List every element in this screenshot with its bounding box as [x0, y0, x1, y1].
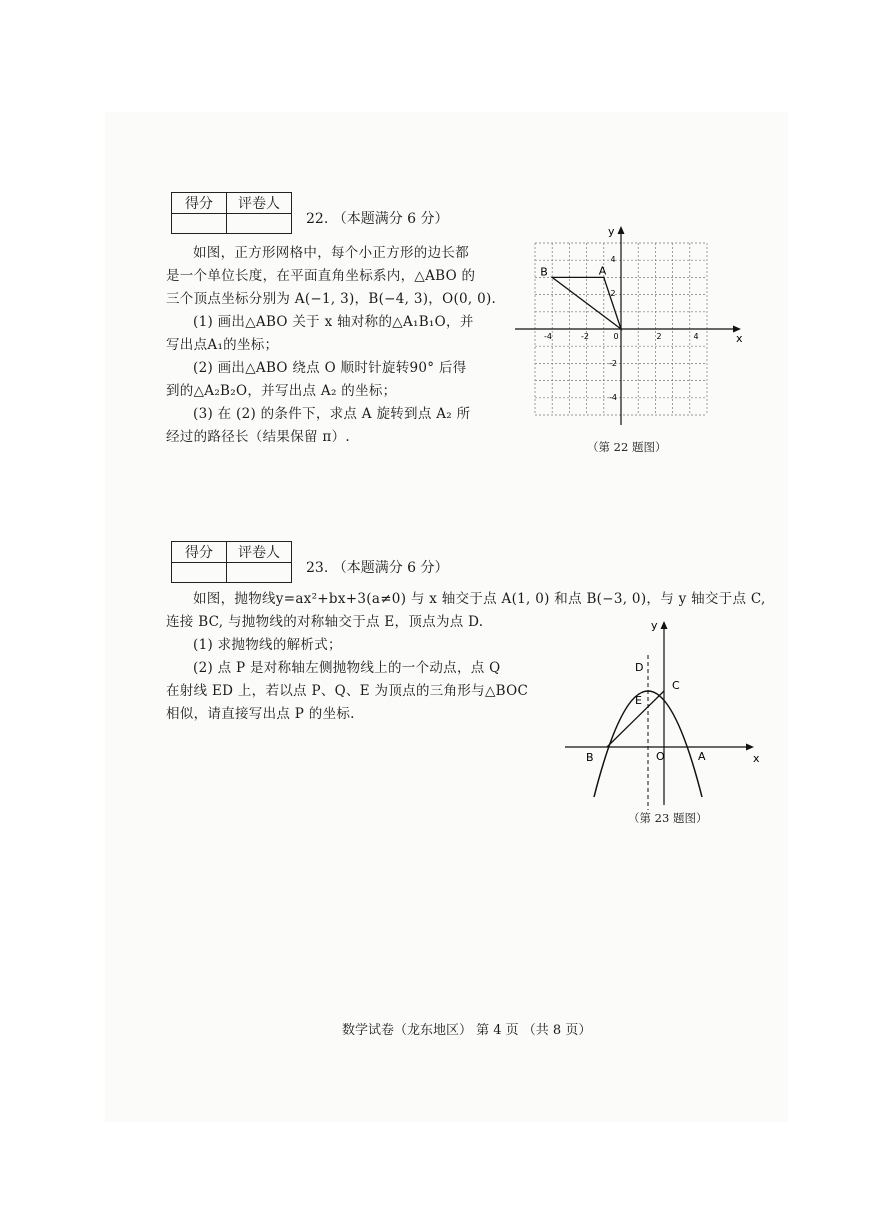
x-tick-label: 0 [613, 332, 619, 341]
origin-label: O [656, 750, 665, 763]
x-axis-label: x [753, 752, 760, 765]
q23-line: (1) 求抛物线的解析式； [193, 637, 342, 653]
point-d-label: D [635, 661, 644, 674]
y-tick-label: -2 [609, 359, 617, 368]
score-table-23 [171, 541, 292, 583]
y-axis-label: y [651, 619, 658, 632]
point-b-label: B [540, 265, 548, 279]
score-label: 得分 [172, 542, 227, 563]
q22-heading: 22. （本题满分 6 分） [306, 211, 449, 227]
q23-line: (2) 点 P 是对称轴左侧抛物线上的一个动点，点 Q [193, 660, 501, 676]
y-tick-label: 2 [610, 289, 616, 298]
y-axis-arrow-icon [618, 226, 625, 234]
q22-line: (2) 画出△ABO 绕点 O 顺时针旋转90° 后得 [193, 360, 467, 376]
point-b-label: B [586, 751, 594, 764]
q22-figure [510, 220, 755, 430]
q23-line: 在射线 ED 上，若以点 P、Q、E 为顶点的三角形与△BOC [166, 683, 529, 699]
score-label: 得分 [172, 193, 227, 214]
triangle-abo [552, 277, 621, 329]
q23-line: 相似，请直接写出点 P 的坐标. [166, 706, 355, 722]
q23-line: 如图，抛物线y=ax²+bx+3(a≠0) 与 x 轴交于点 A(1, 0) 和点 B(−3, 0)，与 y 轴交于点 C, [193, 591, 766, 607]
q23-line: 连接 BC, 与抛物线的对称轴交于点 E，顶点为点 D. [166, 614, 484, 630]
score-cell [172, 563, 227, 583]
score-cell [172, 214, 227, 234]
y-tick-label: 4 [610, 255, 616, 264]
q22-line: 经过的路径长（结果保留 π）. [166, 429, 350, 445]
point-c-label: C [672, 679, 680, 692]
x-tick-label: 4 [693, 332, 699, 341]
q22-text [166, 242, 511, 449]
q22-line: 如图，正方形网格中，每个小正方形的边长都 [193, 245, 469, 261]
q22-line: (1) 画出△ABO 关于 x 轴对称的△A₁B₁O，并 [193, 314, 474, 330]
q23-figure [560, 615, 770, 815]
q22-line: 写出点A₁的坐标； [166, 337, 279, 353]
x-axis-label: x [736, 332, 743, 345]
q22-line: (3) 在 (2) 的条件下，求点 A 旋转到点 A₂ 所 [193, 406, 471, 422]
grader-cell [227, 563, 292, 583]
point-a-label: A [598, 264, 607, 278]
grader-label: 评卷人 [227, 542, 292, 563]
q22-line: 三个顶点坐标分别为 A(−1, 3)，B(−4, 3)，O(0, 0). [166, 291, 497, 307]
grader-label: 评卷人 [227, 193, 292, 214]
point-a-label: A [698, 750, 706, 763]
x-tick-label: -4 [544, 332, 552, 341]
y-axis-label: y [608, 225, 615, 238]
y-tick-label: -4 [609, 393, 617, 402]
q22-line: 是一个单位长度，在平面直角坐标系内，△ABO 的 [166, 268, 476, 284]
page-footer: 数学试卷（龙东地区） 第 4 页 （共 8 页） [342, 1023, 592, 1038]
grader-cell [227, 214, 292, 234]
x-tick-label: -2 [581, 332, 589, 341]
y-axis-arrow-icon [661, 621, 668, 629]
x-tick-label: 2 [656, 332, 662, 341]
x-axis-arrow-icon [746, 744, 754, 751]
q23-caption: （第 23 题图） [628, 811, 708, 825]
q23-heading: 23. （本题满分 6 分） [306, 560, 449, 576]
q22-caption: （第 22 题图） [587, 440, 667, 454]
score-table-22 [171, 192, 292, 234]
point-e-label: E [635, 694, 642, 707]
q22-line: 到的△A₂B₂O，并写出点 A₂ 的坐标； [166, 383, 397, 399]
